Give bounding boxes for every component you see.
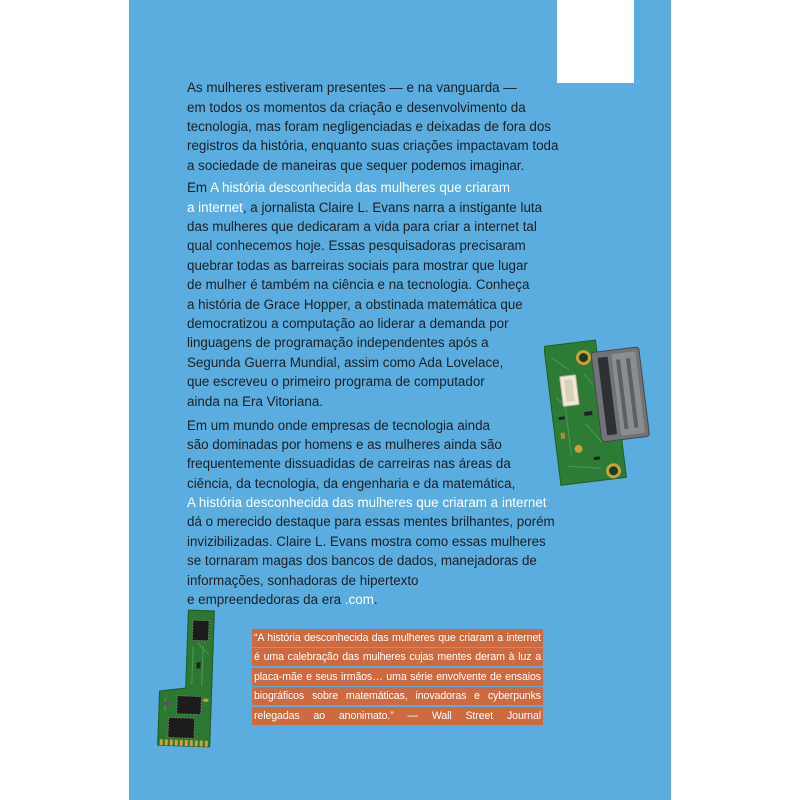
book-title: a internet [187,199,243,215]
text-line: As mulheres estiveram presentes — e na vanguarda — [187,80,517,96]
text-line: frequentemente dissuadidas de carreiras nas áreas da [187,456,511,472]
text-line: das mulheres que dedicaram a vida para criar a internet tal [187,219,537,235]
text-line: registros da história, enquanto suas criações impactavam toda [187,138,559,154]
smd-component [203,699,208,702]
quote-line: “A história desconhecida das mulheres que criaram a internet [252,629,543,647]
synopsis-paragraph [187,178,542,411]
quote-line: placa-mãe e seus irmãos… uma série envolvente de ensaios [252,668,543,686]
text-line: em todos os momentos da criação e desenvolvimento da [187,99,526,115]
chip [192,620,209,641]
text-line: a história de Grace Hopper, a obstinada matemática que [187,296,523,312]
dotcom-highlight: .com [344,592,374,608]
quote-line: é uma calebração das mulheres cujas mentes deram à luz a [252,648,543,666]
text-segment: e empreendedoras da era [187,592,345,608]
text-line: se tornaram magas dos bancos de dados, manejadoras de [187,553,537,569]
text-line: invizibilizadas. Claire L. Evans mostra como essas mulheres [187,533,546,549]
circuit-board-image [544,332,656,488]
smd-component [561,432,566,438]
chip [177,696,202,715]
text-line: democratizou a computação ao liderar a demanda por [187,316,509,332]
text-line: quebrar todas as barreiras sociais para mostrar que lugar [187,257,528,273]
text-line: qual conhecemos hoje. Essas pesquisadoras precisaram [187,238,526,254]
white-label-box [557,0,634,83]
chip [168,717,195,738]
smd-component [163,701,171,705]
text-segment: Em [187,180,211,196]
text-segment: . [373,592,378,608]
book-title: A história desconhecida das mulheres que criaram [210,180,511,196]
text-line: tecnologia, mas foram negligenciadas e deixadas de fora dos [187,119,552,135]
quote-line: biográficos sobre matemáticas, inovadoras e cyberpunks [252,687,543,705]
mounting-hole [577,351,590,364]
text-line: linguagens de programação independentes após a [187,335,489,351]
text-line: Segunda Guerra Mundial, assim como Ada Lovelace, [187,354,504,370]
circuit-board-image [152,606,218,752]
text-line: são dominadas por homens e as mulheres ainda são [187,436,502,452]
context-paragraph [187,416,555,610]
text-line [187,198,542,217]
quote-line: relegadas ao anonimato.” — Wall Street Journal [252,707,543,725]
text-line: ciência, da tecnologia, da engenharia e da matemática, [187,475,516,491]
text-line: Em um mundo onde empresas de tecnologia ainda [187,417,490,433]
book-title: A história desconhecida das mulheres que criaram a internet [187,495,547,511]
mounting-hole [607,464,620,477]
text-line: dá o merecido destaque para essas mentes brilhantes, porém [187,514,555,530]
text-line: de mulher é também na ciência e na tecnologia. Conheça [187,277,530,293]
text-segment: , a jornalista Claire L. Evans narra a instigante luta [242,199,543,215]
text-line [187,178,542,197]
text-line: ainda na Era Vitoriana. [187,393,323,409]
review-quote [252,629,543,727]
text-line: informações, sonhadoras de hipertexto [187,572,419,588]
smd-component [196,662,200,668]
text-line: a sociedade de maneiras que sequer podemos imaginar. [187,157,525,173]
text-line [187,590,555,609]
intro-paragraph [187,78,558,175]
text-line: que escreveu o primeiro programa de computador [187,374,485,390]
